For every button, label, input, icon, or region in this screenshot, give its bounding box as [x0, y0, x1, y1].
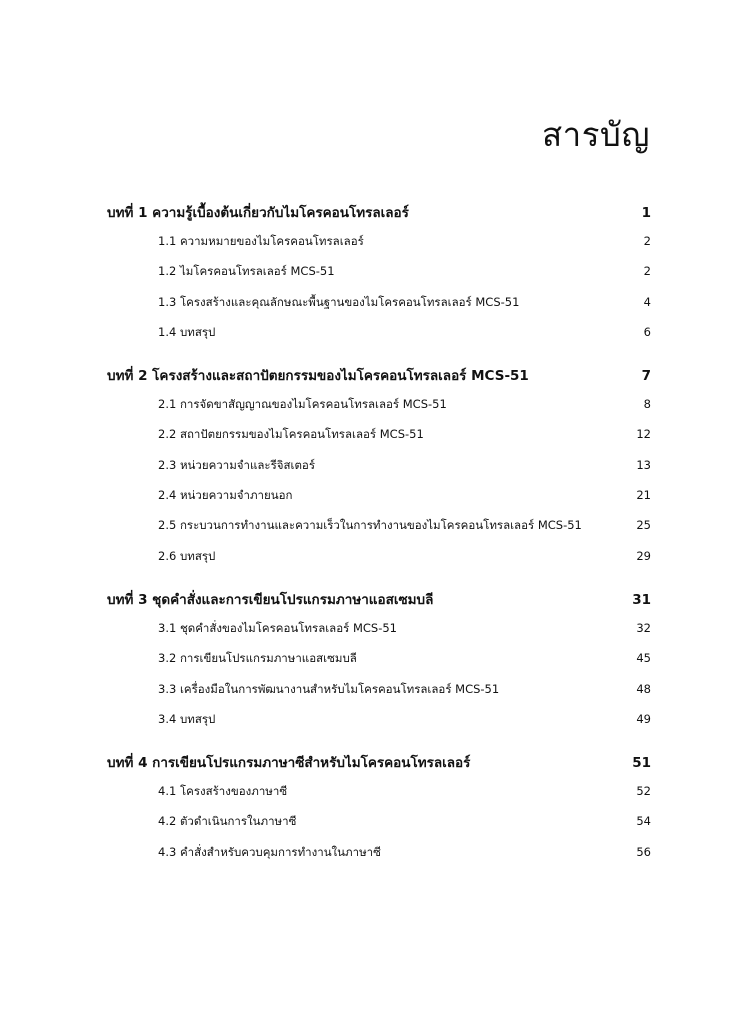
section-entry[interactable] — [107, 613, 651, 643]
section-entry[interactable] — [107, 480, 651, 510]
chapter-4 — [107, 750, 651, 867]
section-page-number: 8 — [643, 397, 651, 412]
section-page-number: 45 — [636, 651, 651, 666]
chapter-page-number: 31 — [632, 591, 651, 608]
section-page-number: 13 — [636, 457, 651, 472]
section-title: 4.1 โครงสร้างของภาษาซี — [158, 784, 288, 799]
section-page-number: 6 — [643, 324, 651, 339]
section-title: 2.2 สถาปัตยกรรมของไมโครคอนโทรลเลอร์ MCS-51 — [158, 427, 424, 442]
section-entry[interactable] — [107, 419, 651, 449]
section-title: 1.3 โครงสร้างและคุณลักษณะพื้นฐานของไมโครคอนโทรลเลอร์ MCS-51 — [158, 294, 520, 309]
section-title: 3.4 บทสรุป — [158, 711, 216, 726]
table-of-contents — [107, 200, 651, 883]
section-entry[interactable] — [107, 674, 651, 704]
section-page-number: 25 — [636, 518, 651, 533]
section-entry[interactable] — [107, 643, 651, 673]
section-page-number: 2 — [643, 234, 651, 248]
page-title: สารบัญ — [542, 115, 650, 154]
section-title: 4.2 ตัวดำเนินการในภาษาซี — [158, 814, 297, 829]
section-entry[interactable] — [107, 317, 651, 347]
section-page-number: 52 — [636, 784, 651, 799]
section-page-number: 54 — [636, 814, 651, 829]
section-entry[interactable] — [107, 510, 651, 540]
section-entry[interactable] — [107, 541, 651, 571]
chapter-heading[interactable] — [107, 363, 651, 389]
section-title: 3.3 เครื่องมือในการพัฒนางานสำหรับไมโครคอนโทรลเลอร์ MCS-51 — [158, 681, 500, 696]
section-entry[interactable] — [107, 450, 651, 480]
section-entry[interactable] — [107, 776, 651, 806]
section-page-number: 21 — [636, 488, 651, 503]
chapter-title: บทที่ 4 การเขียนโปรแกรมภาษาซีสำหรับไมโครคอนโทรลเลอร์ — [107, 755, 471, 772]
section-title: 1.1 ความหมายของไมโครคอนโทรลเลอร์ — [158, 234, 364, 248]
section-title: 2.3 หน่วยความจำและรีจิสเตอร์ — [158, 457, 316, 472]
chapter-heading[interactable] — [107, 200, 651, 226]
section-entry[interactable] — [107, 704, 651, 734]
section-entry[interactable] — [107, 226, 651, 256]
section-title: 4.3 คำสั่งสำหรับควบคุมการทำงานในภาษาซี — [158, 844, 381, 859]
section-page-number: 49 — [636, 711, 651, 726]
section-page-number: 56 — [636, 844, 651, 859]
chapter-2 — [107, 363, 651, 571]
section-title: 2.4 หน่วยความจำภายนอก — [158, 488, 293, 503]
chapter-page-number: 1 — [641, 205, 651, 221]
chapter-title: บทที่ 2 โครงสร้างและสถาปัตยกรรมของไมโครคอนโทรลเลอร์ MCS-51 — [107, 368, 529, 385]
section-page-number: 48 — [636, 681, 651, 696]
section-title: 1.2 ไมโครคอนโทรลเลอร์ MCS-51 — [158, 264, 335, 279]
section-page-number: 12 — [636, 427, 651, 442]
section-page-number: 2 — [643, 264, 651, 279]
section-page-number: 29 — [636, 548, 651, 563]
section-title: 1.4 บทสรุป — [158, 324, 216, 339]
section-title: 2.6 บทสรุป — [158, 548, 216, 563]
section-title: 3.1 ชุดคำสั่งของไมโครคอนโทรลเลอร์ MCS-51 — [158, 620, 397, 635]
section-entry[interactable] — [107, 287, 651, 317]
chapter-3 — [107, 587, 651, 734]
section-entry[interactable] — [107, 389, 651, 419]
chapter-title: บทที่ 3 ชุดคำสั่งและการเขียนโปรแกรมภาษาแอสเซมบลี — [107, 591, 434, 608]
chapter-page-number: 51 — [632, 755, 651, 772]
section-title: 3.2 การเขียนโปรแกรมภาษาแอสเซมบลี — [158, 651, 357, 666]
chapter-heading[interactable] — [107, 750, 651, 776]
chapter-heading[interactable] — [107, 587, 651, 613]
section-page-number: 32 — [636, 620, 651, 635]
chapter-title: บทที่ 1 ความรู้เบื้องต้นเกี่ยวกับไมโครคอนโทรลเลอร์ — [107, 205, 409, 221]
section-entry[interactable] — [107, 256, 651, 286]
section-page-number: 4 — [643, 294, 651, 309]
section-entry[interactable] — [107, 806, 651, 836]
chapter-page-number: 7 — [641, 368, 651, 385]
section-title: 2.5 กระบวนการทำงานและความเร็วในการทำงานของไมโครคอนโทรลเลอร์ MCS-51 — [158, 518, 582, 533]
section-title: 2.1 การจัดขาสัญญาณของไมโครคอนโทรลเลอร์ MCS-51 — [158, 397, 447, 412]
section-entry[interactable] — [107, 837, 651, 867]
chapter-1 — [107, 200, 651, 347]
